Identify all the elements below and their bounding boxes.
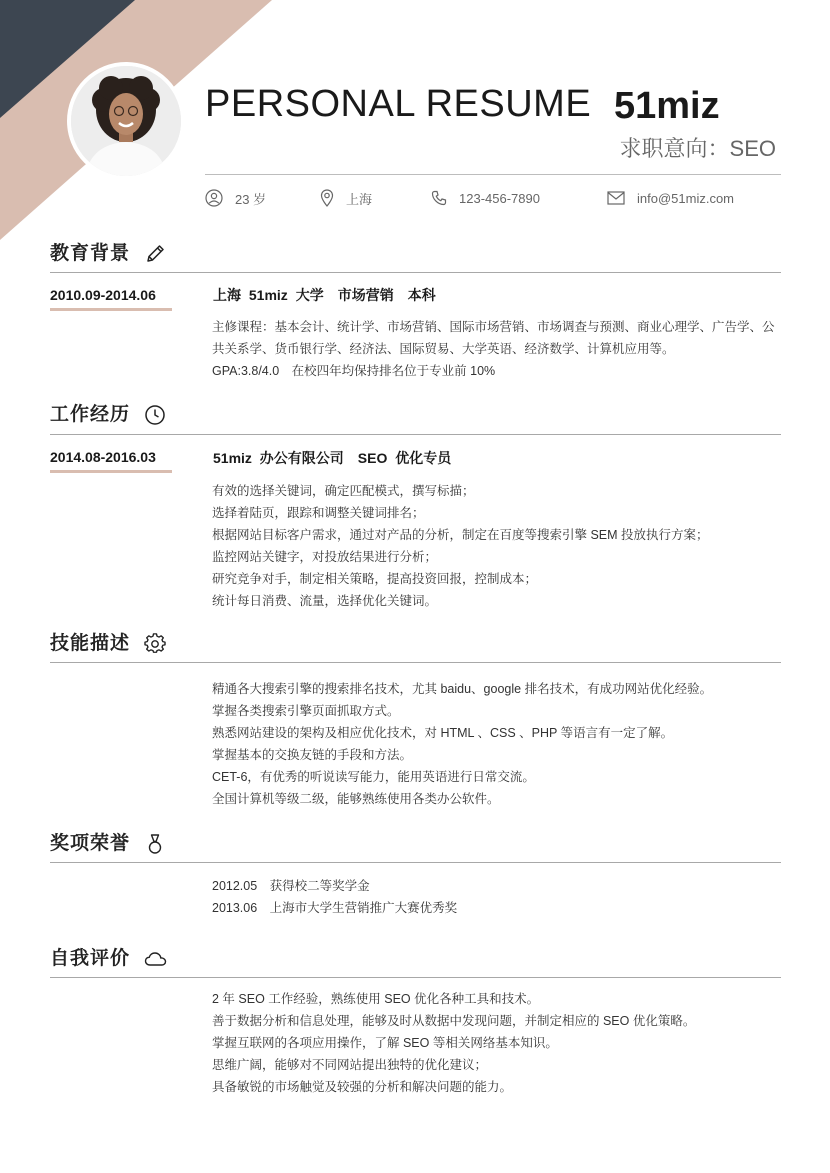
section-divider	[50, 862, 781, 863]
medal-icon	[144, 833, 166, 855]
contact-email[interactable]	[607, 188, 734, 208]
list-item: 2013.06 上海市大学生营销推广大赛优秀奖	[212, 901, 458, 915]
work-date: 2014.08-2016.03	[50, 449, 156, 465]
work-section-header	[50, 401, 166, 429]
education-heading: 教育背景	[50, 243, 131, 264]
list-item: 熟悉网站建设的架构及相应优化技术，对 HTML 、CSS 、PHP 等语言有一定了解。	[212, 726, 674, 740]
awards-section-header	[50, 830, 166, 858]
email-icon	[607, 191, 625, 205]
work-title: 51miz 办公有限公司 SEO 优化专员	[213, 450, 452, 466]
job-intent: 求职意向：SEO	[619, 136, 776, 161]
list-item: 统计每日消费、流量，选择优化关键词。	[212, 594, 438, 608]
location-pin-icon	[320, 189, 334, 207]
contact-phone[interactable]	[431, 188, 540, 208]
pencil-icon	[144, 243, 166, 265]
phone-icon	[431, 190, 447, 206]
list-item: 选择着陆页，跟踪和调整关键词排名；	[212, 506, 425, 520]
skills-heading: 技能描述	[50, 633, 131, 654]
section-divider	[50, 977, 781, 978]
list-item: 2 年 SEO 工作经验，熟练使用 SEO 优化各种工具和技术。	[212, 992, 540, 1006]
list-item: 思维广阔，能够对不同网站提出独特的优化建议；	[212, 1058, 488, 1072]
header-divider	[205, 174, 781, 175]
self-list	[212, 988, 784, 1098]
work-duties	[212, 480, 784, 612]
city-text: 上海	[346, 191, 373, 207]
list-item: 具备敏锐的市场触觉及较强的分析和解决问题的能力。	[212, 1080, 513, 1094]
contact-age	[205, 188, 266, 208]
clock-icon	[144, 404, 166, 426]
list-item: 掌握互联网的各项应用操作，了解 SEO 等相关网络基本知识。	[212, 1036, 558, 1050]
person-icon	[205, 189, 223, 207]
section-divider	[50, 434, 781, 435]
education-section-header	[50, 240, 166, 268]
list-item: 掌握各类搜索引擎页面抓取方式。	[212, 704, 400, 718]
education-title: 上海 51miz 大学 市场营销 本科	[213, 287, 436, 303]
self-heading: 自我评价	[50, 948, 131, 969]
work-heading: 工作经历	[50, 404, 131, 425]
age-text: 23 岁	[235, 191, 267, 207]
gear-icon	[144, 633, 166, 655]
list-item: 善于数据分析和信息处理，能够及时从数据中发现问题，并制定相应的 SEO 优化策略。	[212, 1014, 696, 1028]
self-section-header	[50, 945, 168, 973]
list-item: 监控网站关键字，对投放结果进行分析；	[212, 550, 438, 564]
list-item: CET-6，有优秀的听说读写能力，能用英语进行日常交流。	[212, 770, 535, 784]
education-date: 2010.09-2014.06	[50, 287, 156, 303]
section-divider	[50, 272, 781, 273]
section-divider	[50, 662, 781, 663]
awards-list	[212, 875, 784, 919]
awards-heading: 奖项荣誉	[50, 833, 131, 854]
list-item: 研究竞争对手，制定相关策略，提高投资回报，控制成本；	[212, 572, 538, 586]
phone-text[interactable]: 123-456-7890	[459, 190, 540, 206]
cloud-icon	[144, 950, 168, 968]
education-details	[212, 316, 784, 382]
education-courses: 主修课程：基本会计、统计学、市场营销、国际市场营销、市场调查与预测、商业心理学、广告学、公共关系学、货币银行学、经济法、国际贸易、大学英语、经济数学、计算机应用等。	[212, 320, 775, 356]
list-item: 2012.05 获得校二等奖学金	[212, 879, 370, 893]
skills-list	[212, 678, 784, 810]
brand-name: 51miz	[614, 85, 720, 127]
list-item: 精通各大搜索引擎的搜索排名技术，尤其 baidu、google 排名技术，有成功网站优化经验。	[212, 682, 713, 696]
list-item: 有效的选择关键词，确定匹配模式，撰写标描；	[212, 484, 475, 498]
education-gpa: GPA:3.8/4.0 在校四年均保持排名位于专业前 10%	[212, 364, 496, 378]
avatar	[67, 62, 185, 180]
list-item: 掌握基本的交换友链的手段和方法。	[212, 748, 413, 762]
email-text[interactable]: info@51miz.com	[637, 190, 735, 206]
date-underline	[50, 470, 172, 473]
contact-city	[320, 188, 372, 208]
skills-section-header	[50, 630, 166, 658]
date-underline	[50, 308, 172, 311]
resume-title: PERSONAL RESUME	[205, 83, 592, 125]
list-item: 全国计算机等级二级，能够熟练使用各类办公软件。	[212, 792, 500, 806]
list-item: 根据网站目标客户需求，通过对产品的分析，制定在百度等搜索引擎 SEM 投放执行方案；	[212, 528, 709, 542]
